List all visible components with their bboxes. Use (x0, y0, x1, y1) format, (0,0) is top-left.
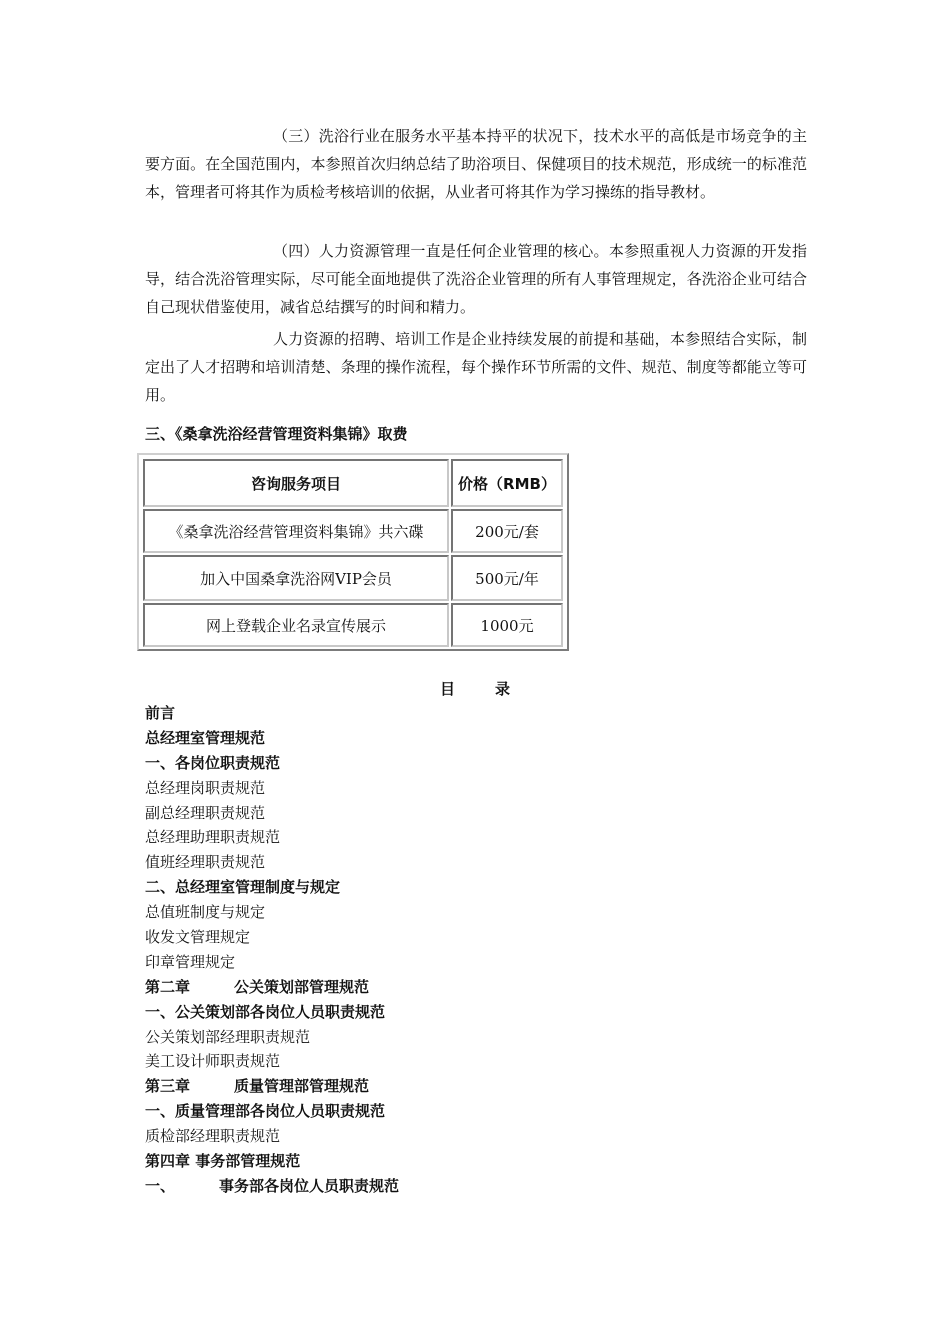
table-cell-service: 《桑拿洗浴经营管理资料集锦》共六碟 (143, 509, 449, 553)
toc-item-label: 收发文管理规定 (145, 928, 251, 947)
toc-item-label: 质量管理部管理规范 (234, 1077, 370, 1096)
toc-item (145, 726, 399, 751)
toc-item (145, 1099, 399, 1124)
paragraph-technical-standards: （三）洗浴行业在服务水平基本持平的状况下，技术水平的高低是市场竞争的主要方面。在全国范围内，本参照首次归纳总结了助浴项目、保健项目的技术规范，形成统一的标准范本，管理者可将其作为质检考核培训的依据，从业者可将其作为学习操练的指导教材。 (145, 127, 807, 201)
toc-item (145, 975, 399, 1000)
toc-item (145, 801, 399, 826)
toc-item (145, 1049, 399, 1074)
toc-item (145, 875, 399, 900)
toc-item-label: 一、公关策划部各岗位人员职责规范 (145, 1002, 386, 1021)
toc-item-label: 二、总经理室管理制度与规定 (145, 878, 341, 897)
toc-item-label: 总值班制度与规定 (145, 903, 266, 922)
toc-item (145, 1025, 399, 1050)
table-cell-price: 500元/年 (451, 555, 563, 601)
fee-table (137, 453, 569, 651)
toc-item (145, 1124, 399, 1149)
toc-item-chapter: 第三章 (145, 1077, 191, 1096)
toc-item-label: 公关策划部经理职责规范 (145, 1027, 311, 1046)
toc-item-label: 一、质量管理部各岗位人员职责规范 (145, 1102, 386, 1121)
toc-item-label: 公关策划部管理规范 (234, 977, 370, 996)
section-title-fees: 三、《桑拿洗浴经营管理资料集锦》取费 (145, 425, 408, 443)
toc-title-left: 目 (440, 680, 456, 698)
paragraph-recruitment-training: 人力资源的招聘、培训工作是企业持续发展的前提和基础，本参照结合实际，制定出了人才招聘和培训清楚、条理的操作流程，每个操作环节所需的文件、规范、制度等都能立等可用。 (145, 330, 807, 404)
toc-item (145, 1149, 399, 1174)
toc-item (145, 950, 399, 975)
toc-item (145, 825, 399, 850)
table-header-service: 咨询服务项目 (143, 459, 449, 507)
toc-item (145, 751, 399, 776)
toc-item-label: 印章管理规定 (145, 952, 236, 971)
toc-title-right: 录 (495, 680, 511, 698)
toc-item-label: 副总经理职责规范 (145, 803, 266, 822)
toc-item-label: 总经理助理职责规范 (145, 828, 281, 847)
table-cell-price: 1000元 (451, 603, 563, 647)
toc-item (145, 850, 399, 875)
toc-item-label: 值班经理职责规范 (145, 853, 266, 872)
toc-item-label: 第四章 事务部管理规范 (145, 1152, 301, 1171)
toc-item-label: 事务部各岗位人员职责规范 (219, 1176, 400, 1195)
paragraph-hr-management: （四）人力资源管理一直是任何企业管理的核心。本参照重视人力资源的开发指导，结合洗浴管理实际，尽可能全面地提供了洗浴企业管理的所有人事管理规定，各洗浴企业可结合自己现状借鉴使用，减省总结撰写的时间和精力。 (145, 242, 807, 316)
table-cell-price: 200元/套 (451, 509, 563, 553)
toc-item (145, 925, 399, 950)
toc-item-label: 前言 (145, 704, 176, 722)
toc-item-label: 质检部经理职责规范 (145, 1127, 281, 1146)
toc-item (145, 1000, 399, 1025)
toc-item-label: 一、各岗位职责规范 (145, 753, 281, 772)
toc-item (145, 1074, 399, 1099)
toc-item (145, 776, 399, 801)
table-of-contents (145, 701, 399, 1199)
toc-item-label: 总经理岗职责规范 (145, 778, 266, 797)
table-header-price: 价格（RMB） (451, 459, 563, 507)
toc-item-label: 美工设计师职责规范 (145, 1052, 281, 1071)
toc-item-chapter: 一、 (145, 1176, 176, 1195)
toc-item-label: 总经理室管理规范 (145, 728, 266, 747)
table-cell-service: 网上登载企业名录宣传展示 (143, 603, 449, 647)
toc-item-chapter: 第二章 (145, 977, 191, 996)
table-cell-service: 加入中国桑拿洗浴网VIP会员 (143, 555, 449, 601)
toc-title (440, 678, 510, 699)
toc-item (145, 900, 399, 925)
toc-item (145, 701, 399, 726)
toc-item (145, 1174, 399, 1199)
